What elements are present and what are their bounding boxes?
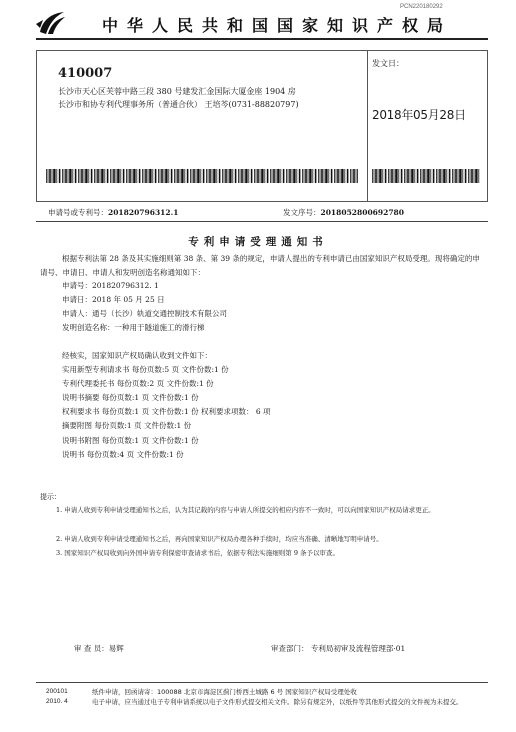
note-item: 1. 申请人收到专利申请受理通知书之后，认为其记载的内容与申请人所提交的相应内容不一致时，可以向国家知识产权局请求更正。 [56,506,435,514]
field-applicant: 申请人：通号（长沙）轨道交通控制技术有限公司 [62,309,227,318]
address-line-2: 长沙市和协专利代理事务所（普通合伙） 王培芩(0731-88820797) [58,100,299,109]
field-application-date: 申请日：2018 年 05 月 25 日 [62,295,165,304]
footer-line-2: 电子申请，应当通过电子专利申请系统以电子文件形式提交相关文件。除另有规定外，以纸件等其他形式提交的文件视为未提交。 [92,698,463,706]
document-code: PCN220180292 [400,4,443,10]
meta-divider [36,221,488,222]
serial-number-value: 2018052800692780 [320,208,404,217]
document-item: 说明书 每份页数:4 页 文件份数:1 份 [62,450,184,459]
note-item: 2. 申请人收到专利申请受理通知书之后，再向国家知识产权局办理各种手续时，均应当准确、清晰地写明申请号。 [56,535,383,543]
serial-number-label: 发文序号： [283,208,321,217]
document-item: 摘要附图 每份页数:1 页 文件份数:1 份 [62,421,192,430]
postal-code: 410007 [58,66,113,81]
note-item: 3. 国家知识产权局收到向外国申请专利保密审查请求书后，依据专利法实施细则第 9 条予以审查。 [56,549,340,557]
footer-divider [36,682,488,683]
footer-code-1: 200101 [46,688,68,695]
application-number-value: 201820796312.1 [108,208,179,217]
notice-intro: 根据专利法第 28 条及其实施细则第 38 条、第 39 条的规定，申请人提出的专利申请已由国家知识产权局受理。现将确定的申请号、申请日、申请人和发明创造名称通知如下： [40,254,480,277]
notice-title: 专利申请受理通知书 [188,236,328,248]
serial-number [283,207,404,218]
document-item: 说明书附图 每份页数:1 页 文件份数:1 份 [62,436,199,445]
send-date-value: 2018年05月28日 [372,108,466,122]
footer-code-2: 2010. 4 [46,698,68,705]
notes-title: 提示： [40,493,61,501]
document-item: 权利要求书 每份页数:1 页 文件份数:1 份 权利要求项数： 6 项 [62,407,271,416]
cnipa-logo-icon [34,10,68,36]
header-divider [36,38,488,40]
application-number [48,207,178,218]
footer-line-1: 纸件申请，回函请寄：100088 北京市海淀区蓟门桥西土城路 6 号 国家知识产权局受理处收 [92,688,357,696]
barcode [46,169,358,183]
document-item: 实用新型专利请求书 每份页数:5 页 文件份数:1 份 [62,365,229,374]
address-line-1: 长沙市天心区芙蓉中路三段 380 号建发汇金国际大厦金座 1904 房 [58,87,296,96]
document-item: 专利代理委托书 每份页数:2 页 文件份数:1 份 [62,379,214,388]
application-number-label: 申请号或专利号： [48,208,108,217]
document-item: 说明书摘要 每份页数:1 页 文件份数:1 份 [62,393,199,402]
documents-intro: 经核实，国家知识产权局确认收到文件如下： [62,351,212,360]
field-invention-name: 发明创造名称：一种用于隧道施工的滑行梯 [62,323,205,332]
send-date-label: 发文日： [372,59,404,68]
reviewer: 审 查 员：易辉 [74,644,124,653]
barcode-secondary [372,169,480,183]
review-department: 审查部门： 专利局初审及流程管理部·01 [271,644,406,653]
field-application-number: 申请号：201820796312. 1 [62,281,159,290]
address-box-separator [367,50,368,202]
page-header-title: 中华人民共和国国家知识产权局 [102,16,453,35]
